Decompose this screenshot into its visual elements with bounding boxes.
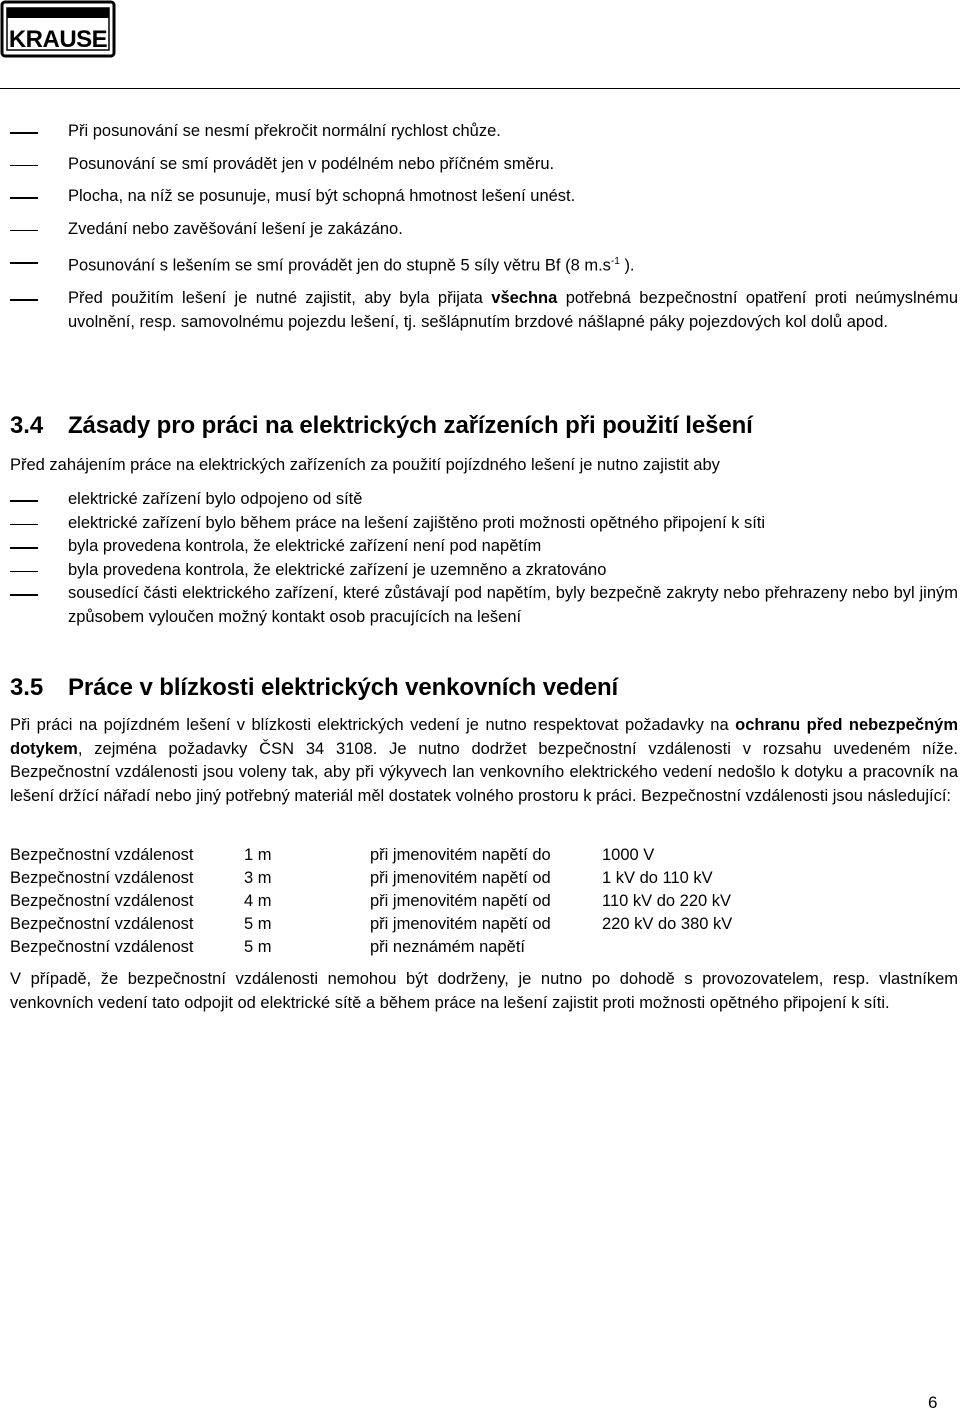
table-row: Bezpečnostní vzdálenost 4 m při jmenovitém napětí od 110 kV do 220 kV [10, 892, 732, 910]
table-row: Bezpečnostní vzdálenost 3 m při jmenovitém napětí od 1 kV do 110 kV [10, 869, 713, 887]
logo-text: KRAUSE [8, 26, 108, 53]
krause-logo [0, 0, 116, 58]
electrical-safety-list [0, 488, 960, 629]
section-3-5-paragraph: Při práci na pojízdném lešení v blízkosti elektrických vedení je nutno respektovat požadavky na ochranu před nebezpečným dotykem, zejména požadavky ČSN 34 3108. Je nutno dodržet bezpečnostní vzdálenosti v rozsahu uvedeném níže. Bezpečnostní vzdálenosti jsou voleny tak, aby při výkyvech lan venkovního elektrického vedení nedošlo k dotyku a pracovník na lešení držící nářadí nebo jiný potřebný materiál měl dostatek volného prostoru k práci. Bezpečnostní vzdálenosti jsou následující: [10, 716, 958, 805]
table-row: Bezpečnostní vzdálenost 5 m při jmenovitém napětí od 220 kV do 380 kV [10, 915, 733, 933]
list-item: sousedící části elektrického zařízení, které zůstávají pod napětím, byly bezpečně zakryty nebo přehrazeny nebo byl jiným způsobem vyloučen možný kontakt osob pracujících na lešení [68, 584, 958, 626]
list-item: elektrické zařízení bylo odpojeno od sítě [68, 490, 363, 508]
list-item: Posunování s lešením se smí provádět jen do stupně 5 síly větru Bf (8 $m.s^{-1}$ ). [68, 256, 635, 275]
list-item: Zvedání nebo zavěšování lešení je zakázáno. [68, 219, 403, 238]
list-item: Při posunování se nesmí překročit normální rychlost chůze. [68, 122, 501, 140]
section-heading-3-5: 3.5 Práce v blízkosti elektrických venkovních vedení [10, 674, 619, 701]
section-3-4-intro: Před zahájením práce na elektrických zařízeních za použití pojízdného lešení je nutno zajistit aby [10, 456, 720, 474]
closing-paragraph: V případě, že bezpečnostní vzdálenosti nemohou být dodrženy, je nutno po dohodě s provozovatelem, resp. vlastníkem venkovních vedení tato odpojit od elektrické sítě a během práce na lešení zajistit proti možnosti opětného připojení k síti. [10, 970, 958, 1012]
list-item: elektrické zařízení bylo během práce na lešení zajištěno proti možnosti opětného připojení k síti [68, 513, 766, 532]
table-row: Bezpečnostní vzdálenost 5 m při neznámém napětí [10, 938, 526, 956]
safety-distance-table [10, 844, 910, 959]
list-item: byla provedena kontrola, že elektrické zařízení je uzemněno a zkratováno [68, 560, 607, 579]
table-row: Bezpečnostní vzdálenost 1 m při jmenovitém napětí do 1000 V [10, 846, 655, 864]
list-item: Před použitím lešení je nutné zajistit, aby byla přijata všechna potřebná bezpečnostní opatření proti neúmyslnému uvolnění, resp. samovolnému pojezdu lešení, tj. sešlápnutím brzdové nášlapné páky pojezdových kol dolů apod. [68, 289, 958, 331]
header-rule [0, 88, 960, 89]
movement-rules-list [0, 120, 960, 343]
list-item: byla provedena kontrola, že elektrické zařízení není pod napětím [68, 537, 542, 555]
list-item: Posunování se smí provádět jen v podélném nebo příčném směru. [68, 154, 555, 173]
section-heading-3-4: 3.4 Zásady pro práci na elektrických zařízeních při použití lešení [10, 412, 753, 439]
page-number: 6 [928, 1393, 938, 1412]
list-item: Plocha, na níž se posunuje, musí být schopná hmotnost lešení unést. [68, 187, 576, 205]
